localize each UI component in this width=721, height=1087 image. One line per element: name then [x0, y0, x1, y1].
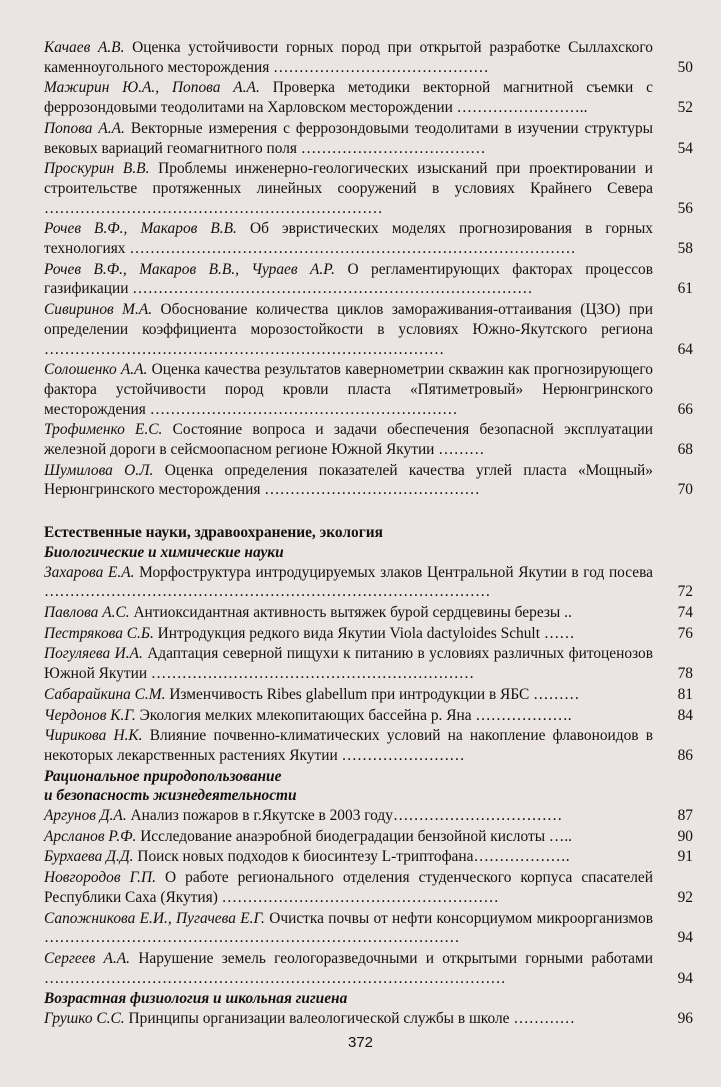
toc-entry-page: 78: [677, 665, 693, 683]
toc-entry: [44, 119, 693, 158]
subsection-title-phys: Возрастная физиология и школьная гигиена: [44, 990, 348, 1008]
toc-entry: [44, 624, 693, 644]
toc-entry: [44, 1009, 693, 1029]
toc-entry-title: Экология мелких млекопитающих бассейна р. Яна ……………….: [139, 706, 572, 724]
toc-entry-page: 50: [677, 58, 693, 76]
toc-entry-title: Очистка почвы от нефти консорциумом микроорганизмов ………………………………………………………………………: [44, 909, 653, 947]
toc-entry: [44, 300, 693, 359]
toc-entry-title: Обоснование количества циклов замораживания-оттаивания (ЦЗО) при определении коэффициента морозостойкости в условиях Южно-Якутского региона ……………………………………………………………………: [44, 301, 653, 358]
toc-entry-page: 70: [677, 481, 693, 499]
toc-entry: [44, 603, 693, 623]
toc-entry-page: 86: [677, 746, 693, 764]
toc-entry-author: Качаев А.В.: [44, 39, 125, 56]
toc-entry-text: [44, 219, 667, 258]
toc-entry-author: Захарова Е.А.: [44, 563, 135, 581]
toc-entry-text: [44, 909, 667, 948]
toc-entry-title: Принципы организации валеологической службы в школе …………: [128, 1010, 575, 1028]
toc-entry-page: 68: [677, 441, 693, 459]
toc-entry-page: 64: [677, 340, 693, 358]
toc-entry: [44, 360, 693, 419]
toc-entry-title: Оценка определения показателей качества углей пласта «Мощный» Нерюнгринского месторождения ……………………………………: [44, 461, 653, 499]
toc-entry-page: 92: [677, 888, 693, 906]
toc-entry-page: 90: [677, 827, 693, 845]
toc-entry-page: 76: [677, 624, 693, 642]
subsection-title-env-line1: Рациональное природопользование: [44, 767, 282, 785]
toc-entry-text: [44, 644, 667, 683]
toc-entry-page: 58: [677, 240, 693, 258]
toc-entry-author: Арсланов Р.Ф.: [44, 827, 137, 845]
toc-entry-title: Векторные измерения с феррозондовыми теодолитами в изучении структуры вековых вариаций геомагнитного поля ………………………………: [44, 119, 653, 157]
toc-entry-text: [44, 868, 667, 907]
toc-list-bio: [44, 563, 693, 766]
toc-entry-page: 56: [677, 199, 693, 217]
toc-entry: [44, 726, 693, 765]
page-number: 372: [347, 1034, 374, 1051]
toc-entry: [44, 78, 693, 117]
toc-entry-text: [44, 260, 667, 299]
toc-entry-text: [44, 1009, 667, 1029]
toc-entry-text: [44, 827, 667, 847]
toc-entry-text: [44, 461, 667, 500]
toc-entry: [44, 563, 693, 602]
toc-entry-page: 84: [677, 706, 693, 724]
toc-entry-title: Морфоструктура интродуцируемых злаков Центральной Якутии в год посева ……………………………………………………………………………: [44, 563, 653, 601]
toc-entry-page: 87: [677, 807, 693, 825]
toc-entry-title: Адаптация северной пищухи к питанию в условиях различных фитоценозов Южной Якутии ………………………………………………………: [44, 645, 653, 683]
toc-entry-text: [44, 119, 667, 158]
toc-entry-text: [44, 624, 667, 644]
toc-entry-text: [44, 159, 667, 218]
toc-entry: [44, 685, 693, 705]
toc-entry-author: Сергеев А.А.: [44, 949, 131, 967]
toc-entry-author: Попова А.А.: [44, 119, 125, 137]
toc-entry: [44, 706, 693, 726]
toc-entry-page: 66: [677, 400, 693, 418]
toc-entry-page: 96: [677, 1010, 693, 1028]
toc-entry: [44, 38, 693, 77]
toc-entry: [44, 868, 693, 907]
subsection-title-bio: Биологические и химические науки: [44, 543, 284, 561]
toc-entry-title: Изменчивость Ribes glabellum при интродукции в ЯБС ………: [169, 685, 580, 703]
toc-entry-author: Чердонов К.Г.: [44, 706, 136, 724]
toc-entry-page: 61: [677, 280, 693, 298]
toc-entry: [44, 827, 693, 847]
toc-entry-text: [44, 726, 667, 765]
toc-entry-author: Сапожникова Е.И., Пугачева Е.Г.: [44, 909, 265, 927]
toc-entry-title: О работе регионального отделения студенческого корпуса спасателей Республики Саха (Якутия) ………………………………………………: [44, 869, 653, 906]
toc-entry-text: [44, 420, 667, 459]
toc-entry-page: 94: [677, 969, 693, 987]
toc-entry-author: Грушко С.С.: [44, 1010, 125, 1028]
toc-list-top: [44, 38, 693, 500]
toc-entry-text: [44, 300, 667, 359]
toc-entry-text: [44, 806, 667, 826]
toc-entry-author: Бурхаева Д.Д.: [44, 848, 134, 866]
toc-entry-title: Оценка качества результатов кавернометрии скважин как прогнозирующего фактора устойчивости пород кровли пласта «Пятиметровый» Нерюнгринского месторождения ……………………………………………………: [44, 361, 653, 418]
toc-entry-author: Трофименко Е.С.: [44, 421, 163, 439]
toc-entry: [44, 806, 693, 826]
toc-entry: [44, 219, 693, 258]
toc-entry-title: Состояние вопроса и задачи обеспечения безопасной эксплуатации железной дороги в сейсмоопасном регионе Южной Якутии ………: [44, 421, 653, 459]
toc-entry-text: [44, 685, 667, 705]
toc-entry: [44, 909, 693, 948]
toc-entry-text: [44, 78, 667, 117]
toc-entry-page: 52: [677, 99, 693, 117]
toc-entry: [44, 260, 693, 299]
toc-entry-text: [44, 706, 667, 726]
toc-entry-page: 91: [677, 848, 693, 866]
toc-entry-author: Погуляева И.А.: [44, 645, 143, 663]
toc-entry-title: Нарушение земель геологоразведочными и открытыми горными работами ………………………………………………………………………………: [44, 949, 653, 987]
toc-entry-title: Антиоксидантная активность вытяжек бурой сердцевины березы ..: [133, 603, 572, 621]
toc-entry-text: [44, 847, 667, 867]
toc-entry-title: Проверка методики векторной магнитной съемки с феррозондовыми теодолитами на Харловском месторождении ……………………..: [44, 79, 653, 117]
toc-entry: [44, 644, 693, 683]
toc-entry-text: [44, 360, 667, 419]
toc-entry-author: Аргунов Д.А.: [44, 807, 127, 825]
toc-entry-title: Исследование анаэробной биодеградации бензойной кислоты …..: [140, 827, 572, 845]
toc-entry-title: Поиск новых подходов к биосинтезу L-триптофана……………….: [137, 848, 570, 866]
toc-list-env: [44, 806, 693, 988]
toc-entry-text: [44, 949, 667, 988]
toc-entry-author: Рочев В.Ф., Макаров В.В.: [44, 220, 237, 238]
toc-entry-page: 74: [677, 603, 693, 621]
toc-entry-author: Сивиринов М.А.: [44, 301, 153, 319]
section-title: Естественные науки, здравоохранение, экология: [44, 524, 383, 542]
toc-entry-author: Новгородов Г.П.: [44, 869, 156, 887]
toc-entry-author: Чирикова Н.К.: [44, 727, 143, 745]
toc-entry: [44, 461, 693, 500]
subsection-title-env-line2: и безопасность жизнедеятельности: [44, 787, 297, 805]
toc-entry-author: Шумилова О.Л.: [44, 461, 154, 479]
toc-entry-title: Интродукция редкого вида Якутии Viola dactyloides Schult ……: [157, 624, 575, 642]
toc-entry-page: 72: [677, 583, 693, 601]
toc-entry-title: Оценка устойчивости горных пород при открытой разработке Сыллахского каменноугольного месторождения ……………………………………: [44, 39, 653, 76]
toc-entry-author: Сабарайкина С.М.: [44, 685, 166, 703]
toc-entry-text: [44, 603, 667, 623]
toc-entry-title: Влияние почвенно-климатических условий на накопление флавоноидов в некоторых лекарственных растениях Якутии ……………………: [44, 727, 654, 764]
toc-entry-title: Анализ пожаров в г.Якутске в 2003 году……………………………: [130, 807, 563, 825]
toc-list-phys: [44, 1009, 693, 1029]
toc-entry-author: Рочев В.Ф., Макаров В.В., Чураев А.Р.: [44, 260, 335, 278]
toc-entry: [44, 949, 693, 988]
toc-entry: [44, 420, 693, 459]
toc-entry-title: О регламентирующих факторах процессов газификации ……………………………………………………………………: [44, 260, 653, 298]
toc-entry-author: Солошенко А.А.: [44, 361, 148, 379]
toc-entry-title: Об эвристических моделях прогнозирования в горных технологиях ……………………………………………………………………………: [44, 220, 653, 258]
toc-entry: [44, 847, 693, 867]
toc-entry-page: 54: [677, 139, 693, 157]
toc-entry-author: Павлова А.С.: [44, 603, 130, 621]
toc-entry: [44, 159, 693, 218]
toc-entry-page: 94: [677, 929, 693, 947]
toc-entry-text: [44, 38, 667, 77]
toc-entry-author: Пестрякова С.Б.: [44, 624, 154, 642]
toc-entry-author: Проскурин В.В.: [44, 160, 150, 178]
toc-entry-title: Проблемы инженерно-геологических изысканий при проектировании и строительстве протяженных линейных сооружений в условиях Крайнего Севера …………………………………………………………: [44, 160, 653, 217]
toc-entry-page: 81: [677, 685, 693, 703]
toc-entry-author: Мажирин Ю.А., Попова А.А.: [44, 79, 260, 97]
toc-entry-text: [44, 563, 667, 602]
